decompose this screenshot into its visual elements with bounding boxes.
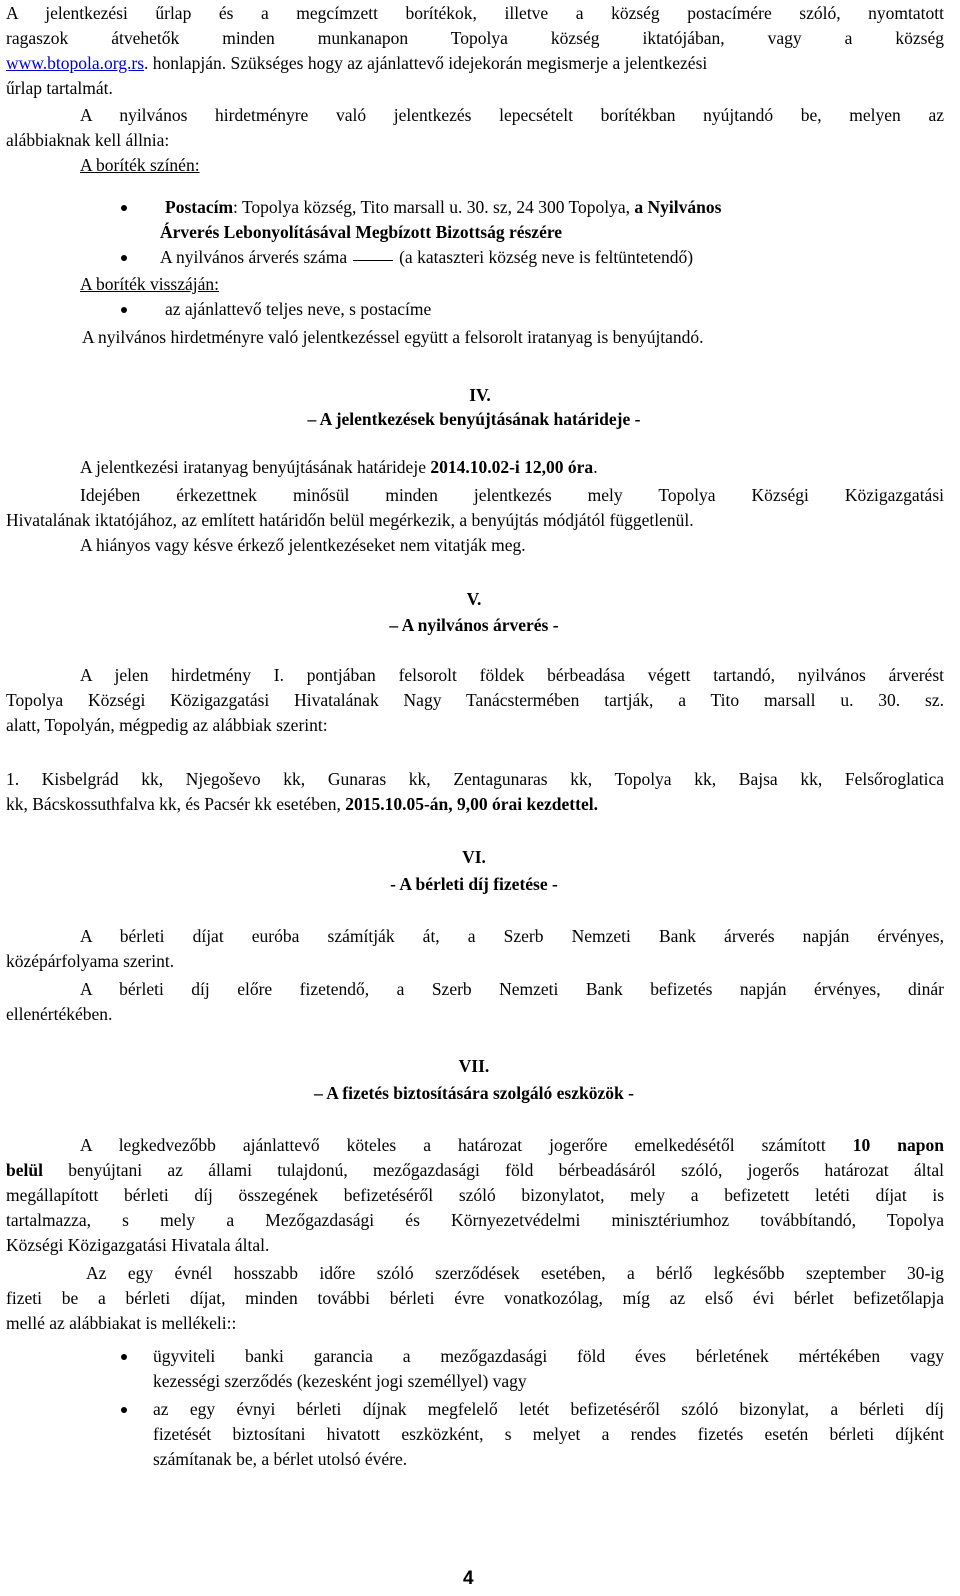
sec5-line3: alatt, Topolyán, mégpedig az alábbiak szerint: bbox=[6, 715, 328, 735]
p1-line4: űrlap tartalmát. bbox=[6, 78, 113, 98]
sec7-p1-line2 bbox=[6, 1159, 944, 1181]
section-vii-title: – A fizetés biztosítására szolgáló eszközök - bbox=[314, 1083, 634, 1103]
section-v-number: V. bbox=[466, 589, 482, 609]
bullet2-line bbox=[160, 246, 693, 268]
deadline-period: . bbox=[593, 457, 598, 477]
website-link[interactable]: www.btopola.org.rs bbox=[6, 53, 145, 73]
p1-line3-rest: . honlapján. Szükséges hogy az ajánlattevő idejekorán megismerje a jelentkezési bbox=[144, 53, 708, 73]
bullet-dot bbox=[121, 1407, 127, 1413]
envelope-back-heading: A boríték visszáján: bbox=[80, 274, 220, 294]
obligation-text: A legkedvezőbb ajánlattevő köteles a határozat jogerőre emelkedésétől számított bbox=[80, 1135, 853, 1155]
sec4-line1 bbox=[80, 456, 598, 478]
section-v-title: – A nyilvános árverés - bbox=[389, 615, 559, 635]
sec4-line2: Idejében érkezettnek minősül minden jelentkezés mely Topolya Községi Közigazgatási bbox=[80, 485, 944, 505]
sec7-p2-line3: mellé az alábbiakat is mellékeli:: bbox=[6, 1313, 237, 1333]
deadline-label: A jelentkezési iratanyag benyújtásának határideje bbox=[80, 457, 431, 477]
envelope-front-heading: A boríték színén: bbox=[80, 155, 200, 175]
postal-address-label: Postacím bbox=[165, 197, 234, 217]
sec4-line4: A hiányos vagy késve érkező jelentkezéseket nem vitatják meg. bbox=[80, 535, 526, 555]
deadline-days: 10 napon bbox=[852, 1135, 944, 1155]
municipalities-list: kk, Bácskossuthfalva kk, és Pacsér kk esetében, bbox=[6, 794, 346, 814]
section-iv-title: – A jelentkezések benyújtásának határideje - bbox=[307, 409, 641, 429]
auction-number-label: A nyilvános árverés száma bbox=[160, 247, 348, 267]
p2-closing: A nyilvános hirdetményre való jelentkezéssel együtt a felsorolt iratanyag is benyújtandó. bbox=[82, 327, 704, 347]
sec5-item1-line2 bbox=[6, 793, 598, 815]
sec7-p1-line5: Községi Közigazgatási Hivatala által. bbox=[6, 1235, 270, 1255]
sec7-b1-line2: kezességi szerződés (kezesként jogi személlyel) vagy bbox=[153, 1371, 527, 1391]
p1-line1: A jelentkezési űrlap és a megcímzett borítékok, illetve a község postacímére szóló, nyomtatott bbox=[6, 3, 944, 23]
section-iv-number: IV. bbox=[469, 385, 491, 405]
sec6-line3: A bérleti díj előre fizetendő, a Szerb Nemzeti Bank befizetés napján érvényes, dinár bbox=[80, 979, 944, 999]
bullet-dot bbox=[121, 255, 127, 261]
sec6-line2: középárfolyama szerint. bbox=[6, 951, 175, 971]
sec5-item1-line1: 1. Kisbelgrád kk, Njegoševo kk, Gunaras kk, Zentagunaras kk, Topolya kk, Bajsa kk, Felsőroglatica bbox=[6, 769, 944, 789]
bullet-dot bbox=[121, 1354, 127, 1360]
sec5-line1: A jelen hirdetmény I. pontjában felsorolt földek bérbeadása végett tartandó, nyilvános árverést bbox=[80, 665, 944, 685]
section-vi-number: VI. bbox=[462, 847, 486, 867]
blank-field bbox=[353, 259, 393, 261]
deadline-within: belül bbox=[6, 1160, 43, 1180]
sec7-b2-line3: számítanak be, a bérlet utolsó évére. bbox=[153, 1449, 408, 1469]
bullet-dot bbox=[121, 205, 127, 211]
page-number: 4 bbox=[463, 1568, 474, 1589]
bullet1-line1 bbox=[165, 196, 721, 218]
bullet1-line2: Árverés Lebonyolításával Megbízott Bizottság részére bbox=[160, 222, 563, 242]
sec7-p2-line2: fizeti be a bérleti díjat, minden további bérleti évre vonatkozólag, míg az első évi bérlet befizetőlapja bbox=[6, 1288, 944, 1308]
sec7-p1-line3: megállapított bérleti díj összegének befizetéséről szóló bizonylatot, mely a befizetett letéti díjat is bbox=[6, 1185, 944, 1205]
p1-line3 bbox=[6, 52, 707, 74]
auction-date: 2015.10.05-án, 9,00 órai kezdettel. bbox=[345, 794, 598, 814]
p2-line1: A nyilvános hirdetményre való jelentkezés lepecsételt borítékban nyújtandó be, melyen az bbox=[80, 105, 944, 125]
bullet-dot bbox=[121, 307, 127, 313]
sec7-b2-line2: fizetését biztosítani hivatott eszközként, s melyet a rendes fizetés esetén bérleti díjként bbox=[153, 1424, 944, 1444]
section-vi-title: - A bérleti díj fizetése - bbox=[390, 874, 558, 894]
sec7-p2-line1: Az egy évnél hosszabb időre szóló szerződések esetében, a bérlő legkésőbb szeptember 30-ig bbox=[86, 1263, 944, 1283]
obligation-text-cont: benyújtani az állami tulajdonú, mezőgazdasági föld bérbeadásáról szóló, jogerős határozat által bbox=[42, 1160, 944, 1180]
deadline-value: 2014.10.02-i 12,00 óra bbox=[430, 457, 594, 477]
sec6-line4: ellenértékében. bbox=[6, 1004, 113, 1024]
sec5-line2: Topolya Községi Közigazgatási Hivatalának Nagy Tanácstermében tartják, a Tito marsall u. 30. sz. bbox=[6, 690, 944, 710]
p2-line2: alábbiaknak kell állnia: bbox=[6, 130, 170, 150]
sec7-b2-line1: az egy évnyi bérleti díjnak megfelelő letét befizetéséről szóló bizonylat, a bérleti díj bbox=[153, 1399, 944, 1419]
sec6-line1: A bérleti díjat euróba számítják át, a Szerb Nemzeti Bank árverés napján érvényes, bbox=[80, 926, 944, 946]
sec4-line3: Hivatalának iktatójához, az említett határidőn belül megérkezik, a benyújtás módjától függetlenül. bbox=[6, 510, 694, 530]
sec7-b1-line1: ügyviteli banki garancia a mezőgazdasági föld éves bérletének mértékében vagy bbox=[153, 1346, 944, 1366]
cadastral-note: (a kataszteri község neve is feltüntetendő) bbox=[399, 247, 694, 267]
committee-name-start: a Nyilvános bbox=[634, 197, 722, 217]
sec7-p1-line1 bbox=[80, 1134, 944, 1156]
postal-address-text: : Topolya község, Tito marsall u. 30. sz, 24 300 Topolya, bbox=[233, 197, 635, 217]
section-vii-number: VII. bbox=[458, 1056, 490, 1076]
sec7-p1-line4: tartalmazza, s mely a Mezőgazdasági és Környezetvédelmi minisztériumhoz továbbítandó, Topolya bbox=[6, 1210, 944, 1230]
p1-line2: ragaszok átvehetők minden munkanapon Topolya község iktatójában, vagy a község bbox=[6, 28, 944, 48]
bullet3-line: az ajánlattevő teljes neve, s postacíme bbox=[165, 299, 432, 319]
